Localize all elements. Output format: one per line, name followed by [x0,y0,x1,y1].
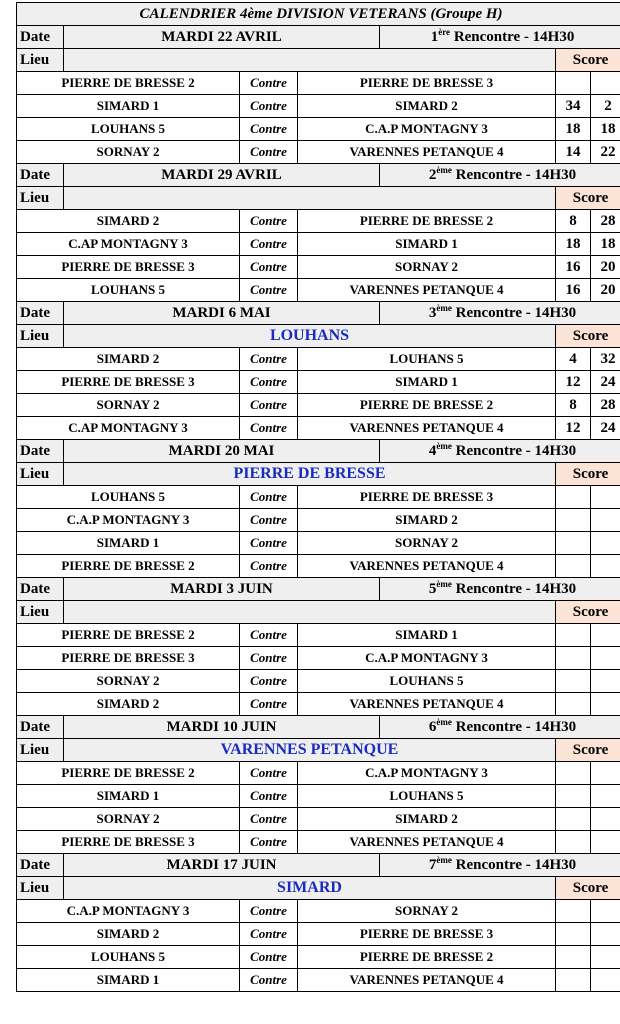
round-rencontre [380,716,620,739]
contre-label: Contre [240,210,298,233]
away-team: SORNAY 2 [298,532,556,555]
score-header: Score [556,187,620,210]
lieu-label: Lieu [17,463,64,486]
round-rencontre-text: Rencontre - 14H30 [451,166,577,183]
round-rencontre [380,302,620,325]
away-team: LOUHANS 5 [298,670,556,693]
round-date: MARDI 22 AVRIL [64,26,380,49]
match-row [17,118,620,141]
home-team: SIMARD 2 [17,693,240,716]
round-lieu-row [17,739,620,762]
round-date: MARDI 17 JUIN [64,854,380,877]
home-team: SIMARD 2 [17,923,240,946]
away-score [591,509,620,532]
round-ordinal-suffix: ème [436,302,452,313]
match-row [17,946,620,969]
round-date: MARDI 6 MAI [64,302,380,325]
away-score [591,900,620,923]
lieu-label: Lieu [17,325,64,348]
round-rencontre [380,440,620,463]
contre-label: Contre [240,624,298,647]
contre-label: Contre [240,509,298,532]
away-team: VARENNES PETANQUE 4 [298,555,556,578]
home-score: 12 [556,371,591,394]
round-rencontre [380,854,620,877]
match-row [17,808,620,831]
contre-label: Contre [240,762,298,785]
away-team: LOUHANS 5 [298,348,556,371]
away-team: C.A.P MONTAGNY 3 [298,762,556,785]
score-header: Score [556,601,620,624]
round-ordinal-suffix: ème [436,578,452,589]
round-lieu-row [17,877,620,900]
lieu-label: Lieu [17,49,64,72]
round-venue: VARENNES PETANQUE [64,739,556,762]
away-score: 24 [591,371,620,394]
away-team: PIERRE DE BRESSE 3 [298,72,556,95]
home-team: SIMARD 1 [17,532,240,555]
round-date-row [17,716,620,739]
match-row [17,417,620,440]
match-row [17,394,620,417]
date-label: Date [17,578,64,601]
away-score: 18 [591,233,620,256]
away-team: SORNAY 2 [298,900,556,923]
away-team: SIMARD 1 [298,624,556,647]
home-score [556,509,591,532]
home-score: 14 [556,141,591,164]
match-row [17,693,620,716]
away-team: VARENNES PETANQUE 4 [298,969,556,992]
contre-label: Contre [240,532,298,555]
round-date-row [17,440,620,463]
away-team: LOUHANS 5 [298,785,556,808]
home-score: 8 [556,394,591,417]
away-score [591,555,620,578]
round-date: MARDI 29 AVRIL [64,164,380,187]
away-score: 20 [591,279,620,302]
home-score: 16 [556,279,591,302]
home-score: 8 [556,210,591,233]
away-team: PIERRE DE BRESSE 2 [298,394,556,417]
round-date: MARDI 3 JUIN [64,578,380,601]
home-score: 4 [556,348,591,371]
round-number: 4 [428,442,437,459]
away-team: SIMARD 2 [298,509,556,532]
round-rencontre-text: Rencontre - 14H30 [451,442,577,459]
match-row [17,371,620,394]
home-team: SIMARD 1 [17,785,240,808]
away-score: 32 [591,348,620,371]
away-team: VARENNES PETANQUE 4 [298,831,556,854]
home-team: PIERRE DE BRESSE 3 [17,831,240,854]
round-rencontre-text: Rencontre - 14H30 [451,304,577,321]
home-team: SORNAY 2 [17,808,240,831]
home-team: SIMARD 1 [17,969,240,992]
home-score [556,486,591,509]
home-team: PIERRE DE BRESSE 2 [17,624,240,647]
contre-label: Contre [240,647,298,670]
home-team: PIERRE DE BRESSE 2 [17,72,240,95]
round-date-row [17,302,620,325]
away-team: SIMARD 1 [298,233,556,256]
contre-label: Contre [240,141,298,164]
lieu-label: Lieu [17,187,64,210]
match-row [17,923,620,946]
match-row [17,72,620,95]
round-rencontre [380,26,620,49]
away-score: 2 [591,95,620,118]
home-score [556,670,591,693]
score-header: Score [556,49,620,72]
round-date: MARDI 20 MAI [64,440,380,463]
home-score [556,831,591,854]
contre-label: Contre [240,279,298,302]
contre-label: Contre [240,969,298,992]
round-number: 5 [428,580,437,597]
match-row [17,831,620,854]
away-score [591,923,620,946]
date-label: Date [17,302,64,325]
home-team: PIERRE DE BRESSE 2 [17,762,240,785]
contre-label: Contre [240,233,298,256]
contre-label: Contre [240,808,298,831]
home-score [556,785,591,808]
home-team: PIERRE DE BRESSE 3 [17,371,240,394]
contre-label: Contre [240,555,298,578]
away-score: 28 [591,394,620,417]
round-date-row [17,854,620,877]
contre-label: Contre [240,923,298,946]
match-row [17,647,620,670]
contre-label: Contre [240,371,298,394]
match-row [17,532,620,555]
lieu-label: Lieu [17,601,64,624]
away-score: 22 [591,141,620,164]
away-team: C.A.P MONTAGNY 3 [298,118,556,141]
round-ordinal-suffix: ème [436,440,452,451]
score-header: Score [556,325,620,348]
home-team: C.A.P MONTAGNY 3 [17,509,240,532]
home-team: SIMARD 1 [17,95,240,118]
round-lieu-row [17,325,620,348]
away-score: 20 [591,256,620,279]
away-team: PIERRE DE BRESSE 3 [298,923,556,946]
away-team: VARENNES PETANQUE 4 [298,417,556,440]
home-team: C.AP MONTAGNY 3 [17,233,240,256]
contre-label: Contre [240,946,298,969]
contre-label: Contre [240,72,298,95]
home-score [556,900,591,923]
round-ordinal-suffix: ème [436,854,452,865]
away-team: SORNAY 2 [298,256,556,279]
contre-label: Contre [240,900,298,923]
home-score: 34 [556,95,591,118]
away-score [591,785,620,808]
home-score [556,555,591,578]
away-score [591,969,620,992]
round-number: 6 [428,718,437,735]
date-label: Date [17,26,64,49]
score-header: Score [556,739,620,762]
home-team: LOUHANS 5 [17,486,240,509]
away-score [591,532,620,555]
away-score: 18 [591,118,620,141]
contre-label: Contre [240,95,298,118]
date-label: Date [17,716,64,739]
away-score: 28 [591,210,620,233]
contre-label: Contre [240,417,298,440]
away-score [591,693,620,716]
away-team: VARENNES PETANQUE 4 [298,141,556,164]
round-lieu-row [17,49,620,72]
away-score [591,808,620,831]
lieu-label: Lieu [17,739,64,762]
contre-label: Contre [240,118,298,141]
home-team: SORNAY 2 [17,670,240,693]
away-score [591,647,620,670]
round-rencontre [380,578,620,601]
match-row [17,785,620,808]
round-number: 3 [428,304,437,321]
lieu-label: Lieu [17,877,64,900]
home-team: SIMARD 2 [17,348,240,371]
round-number: 7 [428,856,437,873]
date-label: Date [17,440,64,463]
round-date: MARDI 10 JUIN [64,716,380,739]
round-rencontre-text: Rencontre - 14H30 [451,856,577,873]
date-label: Date [17,854,64,877]
contre-label: Contre [240,394,298,417]
home-score [556,532,591,555]
home-score [556,72,591,95]
round-lieu-row [17,463,620,486]
home-score [556,762,591,785]
match-row [17,141,620,164]
round-rencontre-text: Rencontre - 14H30 [451,718,577,735]
away-team: PIERRE DE BRESSE 3 [298,486,556,509]
home-team: PIERRE DE BRESSE 2 [17,555,240,578]
away-score [591,762,620,785]
contre-label: Contre [240,831,298,854]
contre-label: Contre [240,256,298,279]
page-title: CALENDRIER 4ème DIVISION VETERANS (Groupe H) [17,3,620,26]
round-venue [64,187,556,210]
contre-label: Contre [240,486,298,509]
home-team: PIERRE DE BRESSE 3 [17,256,240,279]
contre-label: Contre [240,670,298,693]
home-team: C.A.P MONTAGNY 3 [17,900,240,923]
match-row [17,348,620,371]
away-team: SIMARD 1 [298,371,556,394]
away-team: VARENNES PETANQUE 4 [298,279,556,302]
contre-label: Contre [240,348,298,371]
match-row [17,210,620,233]
away-score [591,624,620,647]
date-label: Date [17,164,64,187]
away-team: C.A.P MONTAGNY 3 [298,647,556,670]
round-lieu-row [17,601,620,624]
round-number: 1 [430,28,439,45]
home-team: LOUHANS 5 [17,118,240,141]
match-row [17,762,620,785]
round-venue [64,49,556,72]
round-ordinal-suffix: ème [436,164,452,175]
away-score [591,670,620,693]
home-score [556,946,591,969]
round-ordinal-suffix: ère [438,26,451,37]
match-row [17,233,620,256]
round-rencontre [380,164,620,187]
home-score [556,808,591,831]
score-header: Score [556,877,620,900]
home-score: 18 [556,118,591,141]
home-score: 12 [556,417,591,440]
home-score [556,923,591,946]
match-row [17,509,620,532]
home-team: LOUHANS 5 [17,279,240,302]
match-row [17,624,620,647]
round-number: 2 [428,166,437,183]
match-row [17,279,620,302]
match-row [17,95,620,118]
away-score [591,72,620,95]
match-row [17,256,620,279]
home-team: SIMARD 2 [17,210,240,233]
away-score [591,831,620,854]
away-team: PIERRE DE BRESSE 2 [298,210,556,233]
home-team: SORNAY 2 [17,394,240,417]
round-date-row [17,164,620,187]
away-team: SIMARD 2 [298,95,556,118]
title-row [17,3,620,26]
round-venue: PIERRE DE BRESSE [64,463,556,486]
home-score [556,969,591,992]
match-row [17,969,620,992]
home-score: 16 [556,256,591,279]
home-score: 18 [556,233,591,256]
round-venue: SIMARD [64,877,556,900]
home-team: C.AP MONTAGNY 3 [17,417,240,440]
round-lieu-row [17,187,620,210]
match-row [17,900,620,923]
round-date-row [17,578,620,601]
schedule-table [16,2,620,992]
home-team: LOUHANS 5 [17,946,240,969]
contre-label: Contre [240,693,298,716]
home-team: PIERRE DE BRESSE 3 [17,647,240,670]
round-ordinal-suffix: ème [436,716,452,727]
away-score [591,486,620,509]
score-header: Score [556,463,620,486]
match-row [17,670,620,693]
away-score: 24 [591,417,620,440]
round-date-row [17,26,620,49]
round-venue: LOUHANS [64,325,556,348]
home-team: SORNAY 2 [17,141,240,164]
away-team: SIMARD 2 [298,808,556,831]
away-team: VARENNES PETANQUE 4 [298,693,556,716]
round-rencontre-text: Rencontre - 14H30 [450,28,575,45]
home-score [556,647,591,670]
away-score [591,946,620,969]
home-score [556,693,591,716]
home-score [556,624,591,647]
contre-label: Contre [240,785,298,808]
round-venue [64,601,556,624]
away-team: PIERRE DE BRESSE 2 [298,946,556,969]
round-rencontre-text: Rencontre - 14H30 [451,580,577,597]
match-row [17,486,620,509]
match-row [17,555,620,578]
